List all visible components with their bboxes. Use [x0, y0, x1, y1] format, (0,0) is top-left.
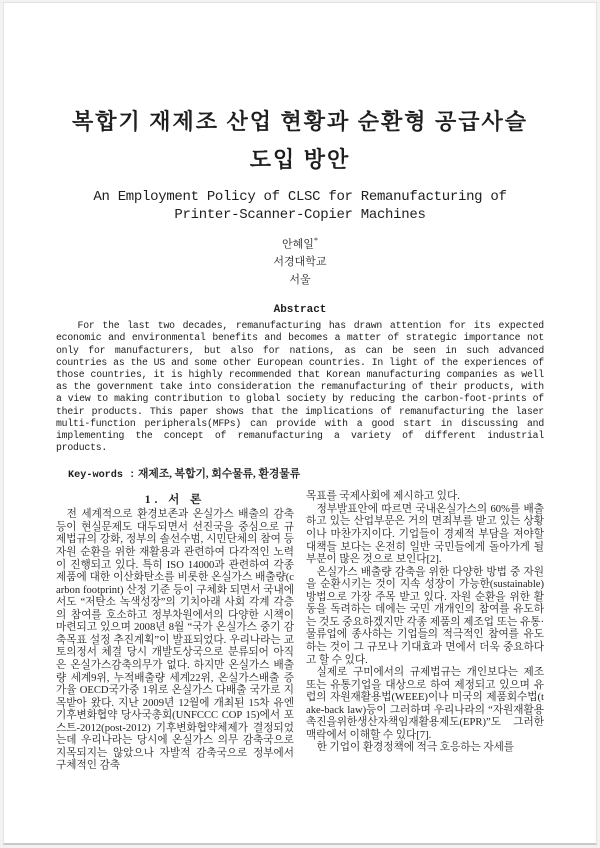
paper-title-korean-line1: 복합기 재제조 산업 현황과 순환형 공급사슬 — [71, 109, 529, 134]
author-affiliation: 서경대학교 — [273, 256, 327, 269]
abstract-text: For the last two decades, remanufacturing has drawn attention for its expected economic and environmental benefits and becomes a matter of strategic importance not only for manufacturers, but also for nations, as can be seen in such advanced countries as the US and some other European countries. In light of the experiences of those countries, it is highly recommended that Korean manufacturing companies as well as the government take into consideration the remanufacturing of their products, with a view to making contribution to global society by reducing the carbon-foot-prints of their products. This paper shows that the implications of remanufacturing the laser multi-function peripherals(MFPs) can provide with a good start in discussing and implementing the concept of remanufacturing a variety of different industrial products. — [56, 320, 544, 454]
paper-title-english-line2: Printer-Scanner-Copier Machines — [174, 207, 426, 223]
abstract-heading: Abstract — [273, 304, 327, 317]
keywords-line — [56, 466, 544, 481]
byline — [56, 232, 544, 289]
intro-paragraph-4: 실제로 구미에서의 규제법규는 개인보다는 제조 또는 유통기업을 대상으로 하여 제정되고 있으며 유럽의 자원재활용법(WEEE)이나 미국의 제품회수법(take-back law)등이 그러하며 우리나라의 “자원재활용촉진을위한생산자책임재활용제도(EPR)”도 그러한 맥락에서 이해할 수 있다[7]. — [306, 667, 544, 741]
intro-paragraph-1-continued: 목표를 국제사회에 제시하고 있다. — [306, 491, 460, 503]
author-city: 서울 — [289, 273, 311, 286]
author-name-text: 안혜일 — [282, 238, 314, 251]
author-name — [56, 232, 544, 254]
two-column-body — [56, 491, 544, 772]
intro-paragraph-5: 한 기업이 환경정책에 적극 호응하는 자세를 — [316, 742, 515, 754]
left-column — [56, 491, 294, 772]
paper-title-english — [56, 188, 544, 224]
paper-title-english-line1: An Employment Policy of CLSC for Remanufacturing of — [93, 189, 507, 205]
right-column — [306, 491, 544, 772]
author-footnote-mark: * — [313, 236, 318, 245]
paper-title-korean — [56, 103, 544, 179]
keywords-label: Key-words : — [68, 470, 136, 482]
intro-paragraph-1: 전 세계적으로 환경보존과 온실가스 배출의 감축 등이 현실문제도 대두되면서 선진국을 중심으로 규제법규의 강화, 정부의 솔선수범, 시민단체의 참여 등 자원 순환을 위한 재활용과 관련하여 다각적인 노력이 진행되고 있다. 특히 ISO 14000과 관련하여 각종 제품에 대한 이산화탄소를 비롯한 온실가스 배출량(carbon footprint) 산정 기준 등이 구체화 되면서 국내에서도 “저탄소 녹색성장”의 기치아래 사회 각계 각층의 참여를 호소하고 정부차원에서의 다양한 시책이 마련되고 있으며 2008년 8월 “국가 온실가스 중기 감축목표 설정 추진계획”이 발표되었다. 우리나라는 교토의정서 체결 당시 개발도상국으로 분류되어 아직은 온실가스감축의무가 없다. 하지만 온실가스 배출량 세계9위, 누적배출량 세계22위, 온실가스배출 증가율 OECD국가중 1위로 온실가스 다배출 국가로 지목받아 왔다. 지난 2009년 12월에 개최된 15차 유엔 기후변화협약 당사국총회(UNFCCC COP 15)에서 포스트-2012(post-2012) 기후변화협약체제가 결정되었는데 우리나라는 당시에 온실가스 의무 감축국으로 지목되지는 않았으나 자발적 감축국으로 정부에서 구체적인 감축 — [56, 509, 294, 772]
page-content — [4, 103, 596, 773]
intro-paragraph-2: 정부발표안에 따르면 국내온실가스의 60%를 배출하고 있는 산업부문은 거의 면죄부를 받고 있는 상황이나 마찬가지이다. 기업들이 경제적 부담을 져야할 대책들 보다는 온전히 일반 국민들에게 돌아가게 될 부분이 많은 것으로 보인다[2]. — [306, 503, 544, 566]
section-1-heading: 1. 서 론 — [144, 494, 206, 507]
intro-paragraph-3: 온실가스 배출량 감축을 위한 다양한 방법 중 자원을 순환시키는 것이 지속 성장이 가능한(sustainable)방법으로 가장 주목 받고 있다. 자원 순환을 위한 활동을 독려하는 데에는 국민 개개인의 참여를 유도하는 것도 중요하겠지만 각종 제품의 제조업 또는 유통·물류업에 종사하는 기업들의 적극적인 참여를 유도하는 것이 그 규모나 기대효과 면에서 더욱 중요하다고 할 수 있다. — [306, 566, 544, 666]
paper-page — [3, 2, 597, 845]
keywords-value: 재제조, 복합기, 회수물류, 환경물류 — [137, 468, 301, 481]
paper-title-korean-line2: 도입 방안 — [249, 147, 351, 172]
